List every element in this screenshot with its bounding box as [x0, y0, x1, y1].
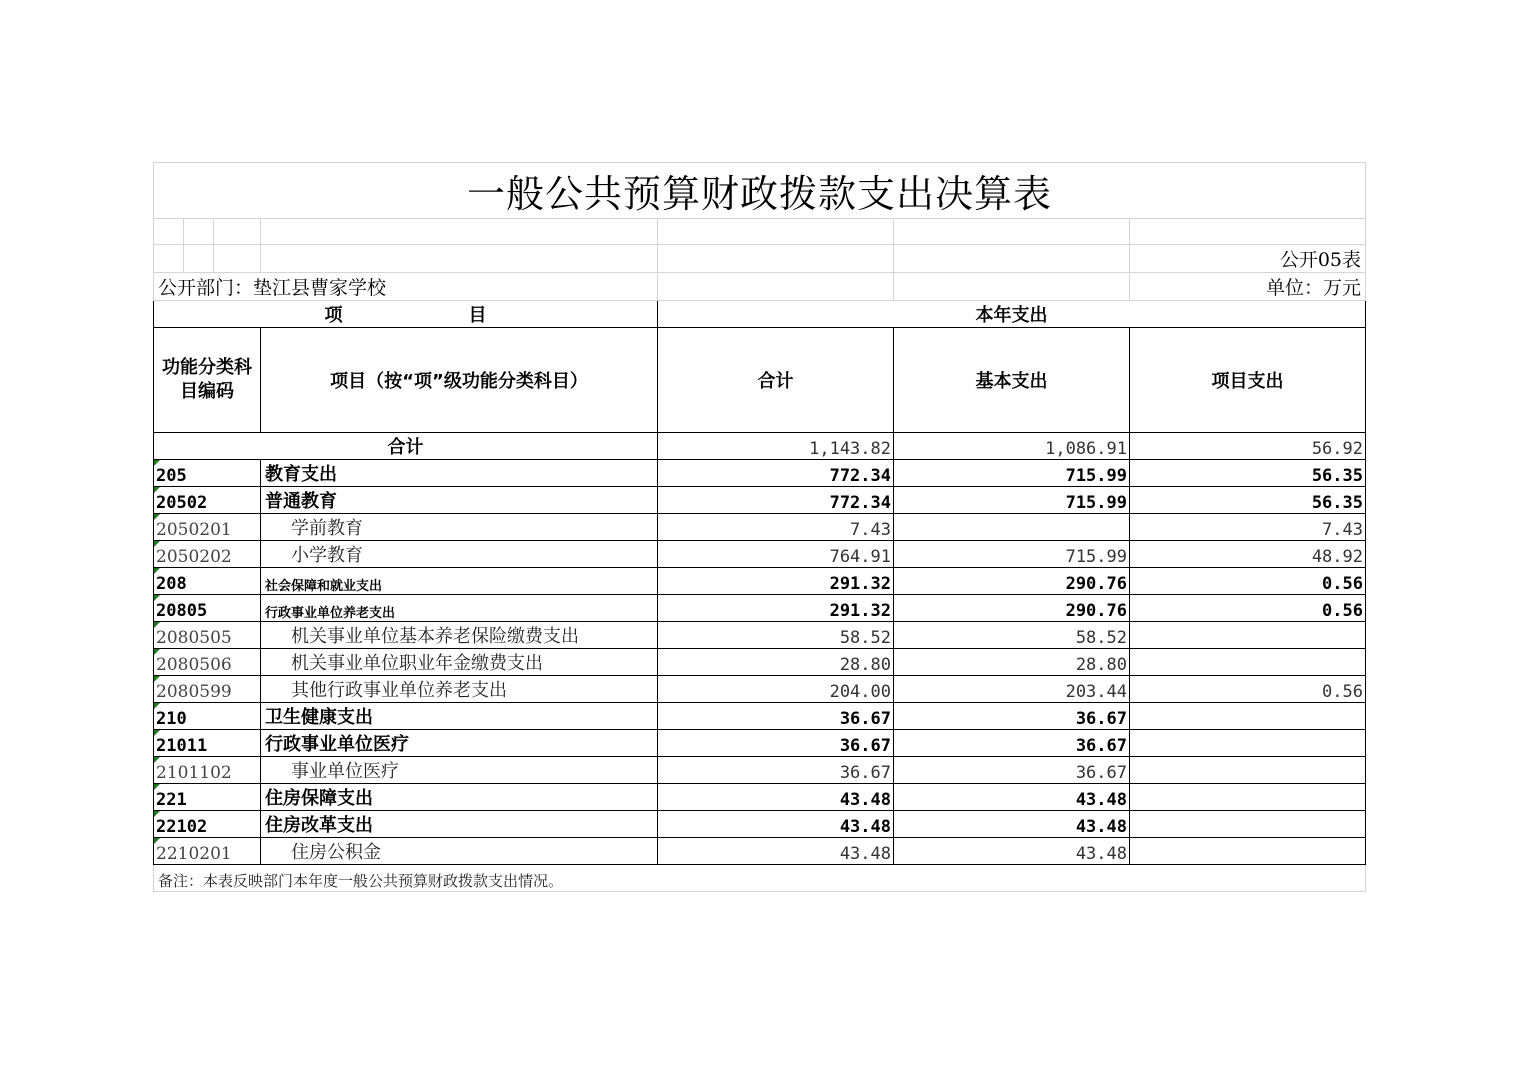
row-basic: 43.48: [894, 811, 1130, 838]
row-code: 2101102: [154, 757, 261, 784]
form-number: 公开05表: [1130, 245, 1366, 273]
header-code: 功能分类科目编码: [154, 328, 261, 433]
row-project: 0.56: [1130, 595, 1366, 622]
row-project: [1130, 811, 1366, 838]
table-row: [154, 757, 1366, 784]
row-name: 机关事业单位职业年金缴费支出: [261, 649, 658, 676]
total-label: 合计: [154, 433, 658, 460]
table-row: [154, 784, 1366, 811]
row-code: 2210201: [154, 838, 261, 865]
row-name: 行政事业单位养老支出: [261, 595, 658, 622]
table-row: [154, 838, 1366, 865]
header-row-1: [154, 301, 1366, 328]
row-project: [1130, 703, 1366, 730]
page-title: 一般公共预算财政拨款支出决算表: [154, 163, 1366, 219]
form-number-row: [154, 245, 1366, 273]
row-total: 772.34: [658, 460, 894, 487]
row-name: 机关事业单位基本养老保险缴费支出: [261, 622, 658, 649]
row-basic: 715.99: [894, 487, 1130, 514]
row-code: 22102: [154, 811, 261, 838]
row-project: 48.92: [1130, 541, 1366, 568]
header-basic: 基本支出: [894, 328, 1130, 433]
row-basic: [894, 514, 1130, 541]
table-row: [154, 730, 1366, 757]
row-name: 住房改革支出: [261, 811, 658, 838]
row-project: [1130, 649, 1366, 676]
table-row: [154, 649, 1366, 676]
table-row: [154, 676, 1366, 703]
row-name: 卫生健康支出: [261, 703, 658, 730]
budget-table: [153, 162, 1366, 892]
row-name: 住房保障支出: [261, 784, 658, 811]
row-code: 210: [154, 703, 261, 730]
row-project: 56.35: [1130, 487, 1366, 514]
blank-row: [154, 219, 1366, 245]
row-project: [1130, 730, 1366, 757]
row-basic: 36.67: [894, 757, 1130, 784]
row-total: 28.80: [658, 649, 894, 676]
row-total: 43.48: [658, 811, 894, 838]
row-total: 36.67: [658, 757, 894, 784]
row-project: [1130, 757, 1366, 784]
header-total: 合计: [658, 328, 894, 433]
row-code: 21011: [154, 730, 261, 757]
total-project: 56.92: [1130, 433, 1366, 460]
table-row: [154, 541, 1366, 568]
total-row: [154, 433, 1366, 460]
table-row: [154, 595, 1366, 622]
row-code: 20502: [154, 487, 261, 514]
row-total: 764.91: [658, 541, 894, 568]
row-project: [1130, 784, 1366, 811]
row-total: 291.32: [658, 595, 894, 622]
row-basic: 43.48: [894, 784, 1130, 811]
header-name: 项目（按“项”级功能分类科目）: [261, 328, 658, 433]
row-project: 7.43: [1130, 514, 1366, 541]
department-label: 公开部门：垫江县曹家学校: [154, 273, 658, 301]
row-total: 36.67: [658, 703, 894, 730]
row-total: 291.32: [658, 568, 894, 595]
row-basic: 36.67: [894, 703, 1130, 730]
row-total: 7.43: [658, 514, 894, 541]
row-code: 2050202: [154, 541, 261, 568]
total-amount: 1,143.82: [658, 433, 894, 460]
row-code: 2080505: [154, 622, 261, 649]
row-name: 小学教育: [261, 541, 658, 568]
row-total: 772.34: [658, 487, 894, 514]
budget-sheet: [153, 162, 1365, 892]
row-basic: 290.76: [894, 568, 1130, 595]
row-name: 行政事业单位医疗: [261, 730, 658, 757]
header-project: 项目支出: [1130, 328, 1366, 433]
total-basic: 1,086.91: [894, 433, 1130, 460]
row-basic: 715.99: [894, 541, 1130, 568]
row-total: 204.00: [658, 676, 894, 703]
row-project: 56.35: [1130, 460, 1366, 487]
row-code: 205: [154, 460, 261, 487]
row-name: 其他行政事业单位养老支出: [261, 676, 658, 703]
header-year-expense: 本年支出: [658, 301, 1366, 328]
row-code: 2050201: [154, 514, 261, 541]
row-total: 58.52: [658, 622, 894, 649]
table-row: [154, 703, 1366, 730]
table-row: [154, 487, 1366, 514]
note-row: [154, 865, 1366, 892]
row-basic: 58.52: [894, 622, 1130, 649]
row-code: 2080599: [154, 676, 261, 703]
row-basic: 290.76: [894, 595, 1130, 622]
header-item-group: 项 目: [154, 301, 658, 328]
row-project: [1130, 838, 1366, 865]
table-row: [154, 622, 1366, 649]
row-basic: 203.44: [894, 676, 1130, 703]
row-name: 教育支出: [261, 460, 658, 487]
row-project: 0.56: [1130, 676, 1366, 703]
row-name: 学前教育: [261, 514, 658, 541]
row-name: 社会保障和就业支出: [261, 568, 658, 595]
row-total: 43.48: [658, 838, 894, 865]
row-basic: 715.99: [894, 460, 1130, 487]
unit-label: 单位：万元: [1130, 273, 1366, 301]
table-row: [154, 568, 1366, 595]
header-row-2: [154, 328, 1366, 433]
row-total: 43.48: [658, 784, 894, 811]
row-name: 事业单位医疗: [261, 757, 658, 784]
department-row: [154, 273, 1366, 301]
table-row: [154, 460, 1366, 487]
note-text: 备注：本表反映部门本年度一般公共预算财政拨款支出情况。: [154, 865, 1366, 892]
row-name: 住房公积金: [261, 838, 658, 865]
row-total: 36.67: [658, 730, 894, 757]
table-row: [154, 514, 1366, 541]
row-basic: 28.80: [894, 649, 1130, 676]
table-row: [154, 811, 1366, 838]
row-project: [1130, 622, 1366, 649]
row-code: 20805: [154, 595, 261, 622]
data-rows: [154, 460, 1366, 865]
row-code: 221: [154, 784, 261, 811]
row-basic: 43.48: [894, 838, 1130, 865]
row-basic: 36.67: [894, 730, 1130, 757]
row-code: 208: [154, 568, 261, 595]
row-code: 2080506: [154, 649, 261, 676]
row-name: 普通教育: [261, 487, 658, 514]
row-project: 0.56: [1130, 568, 1366, 595]
